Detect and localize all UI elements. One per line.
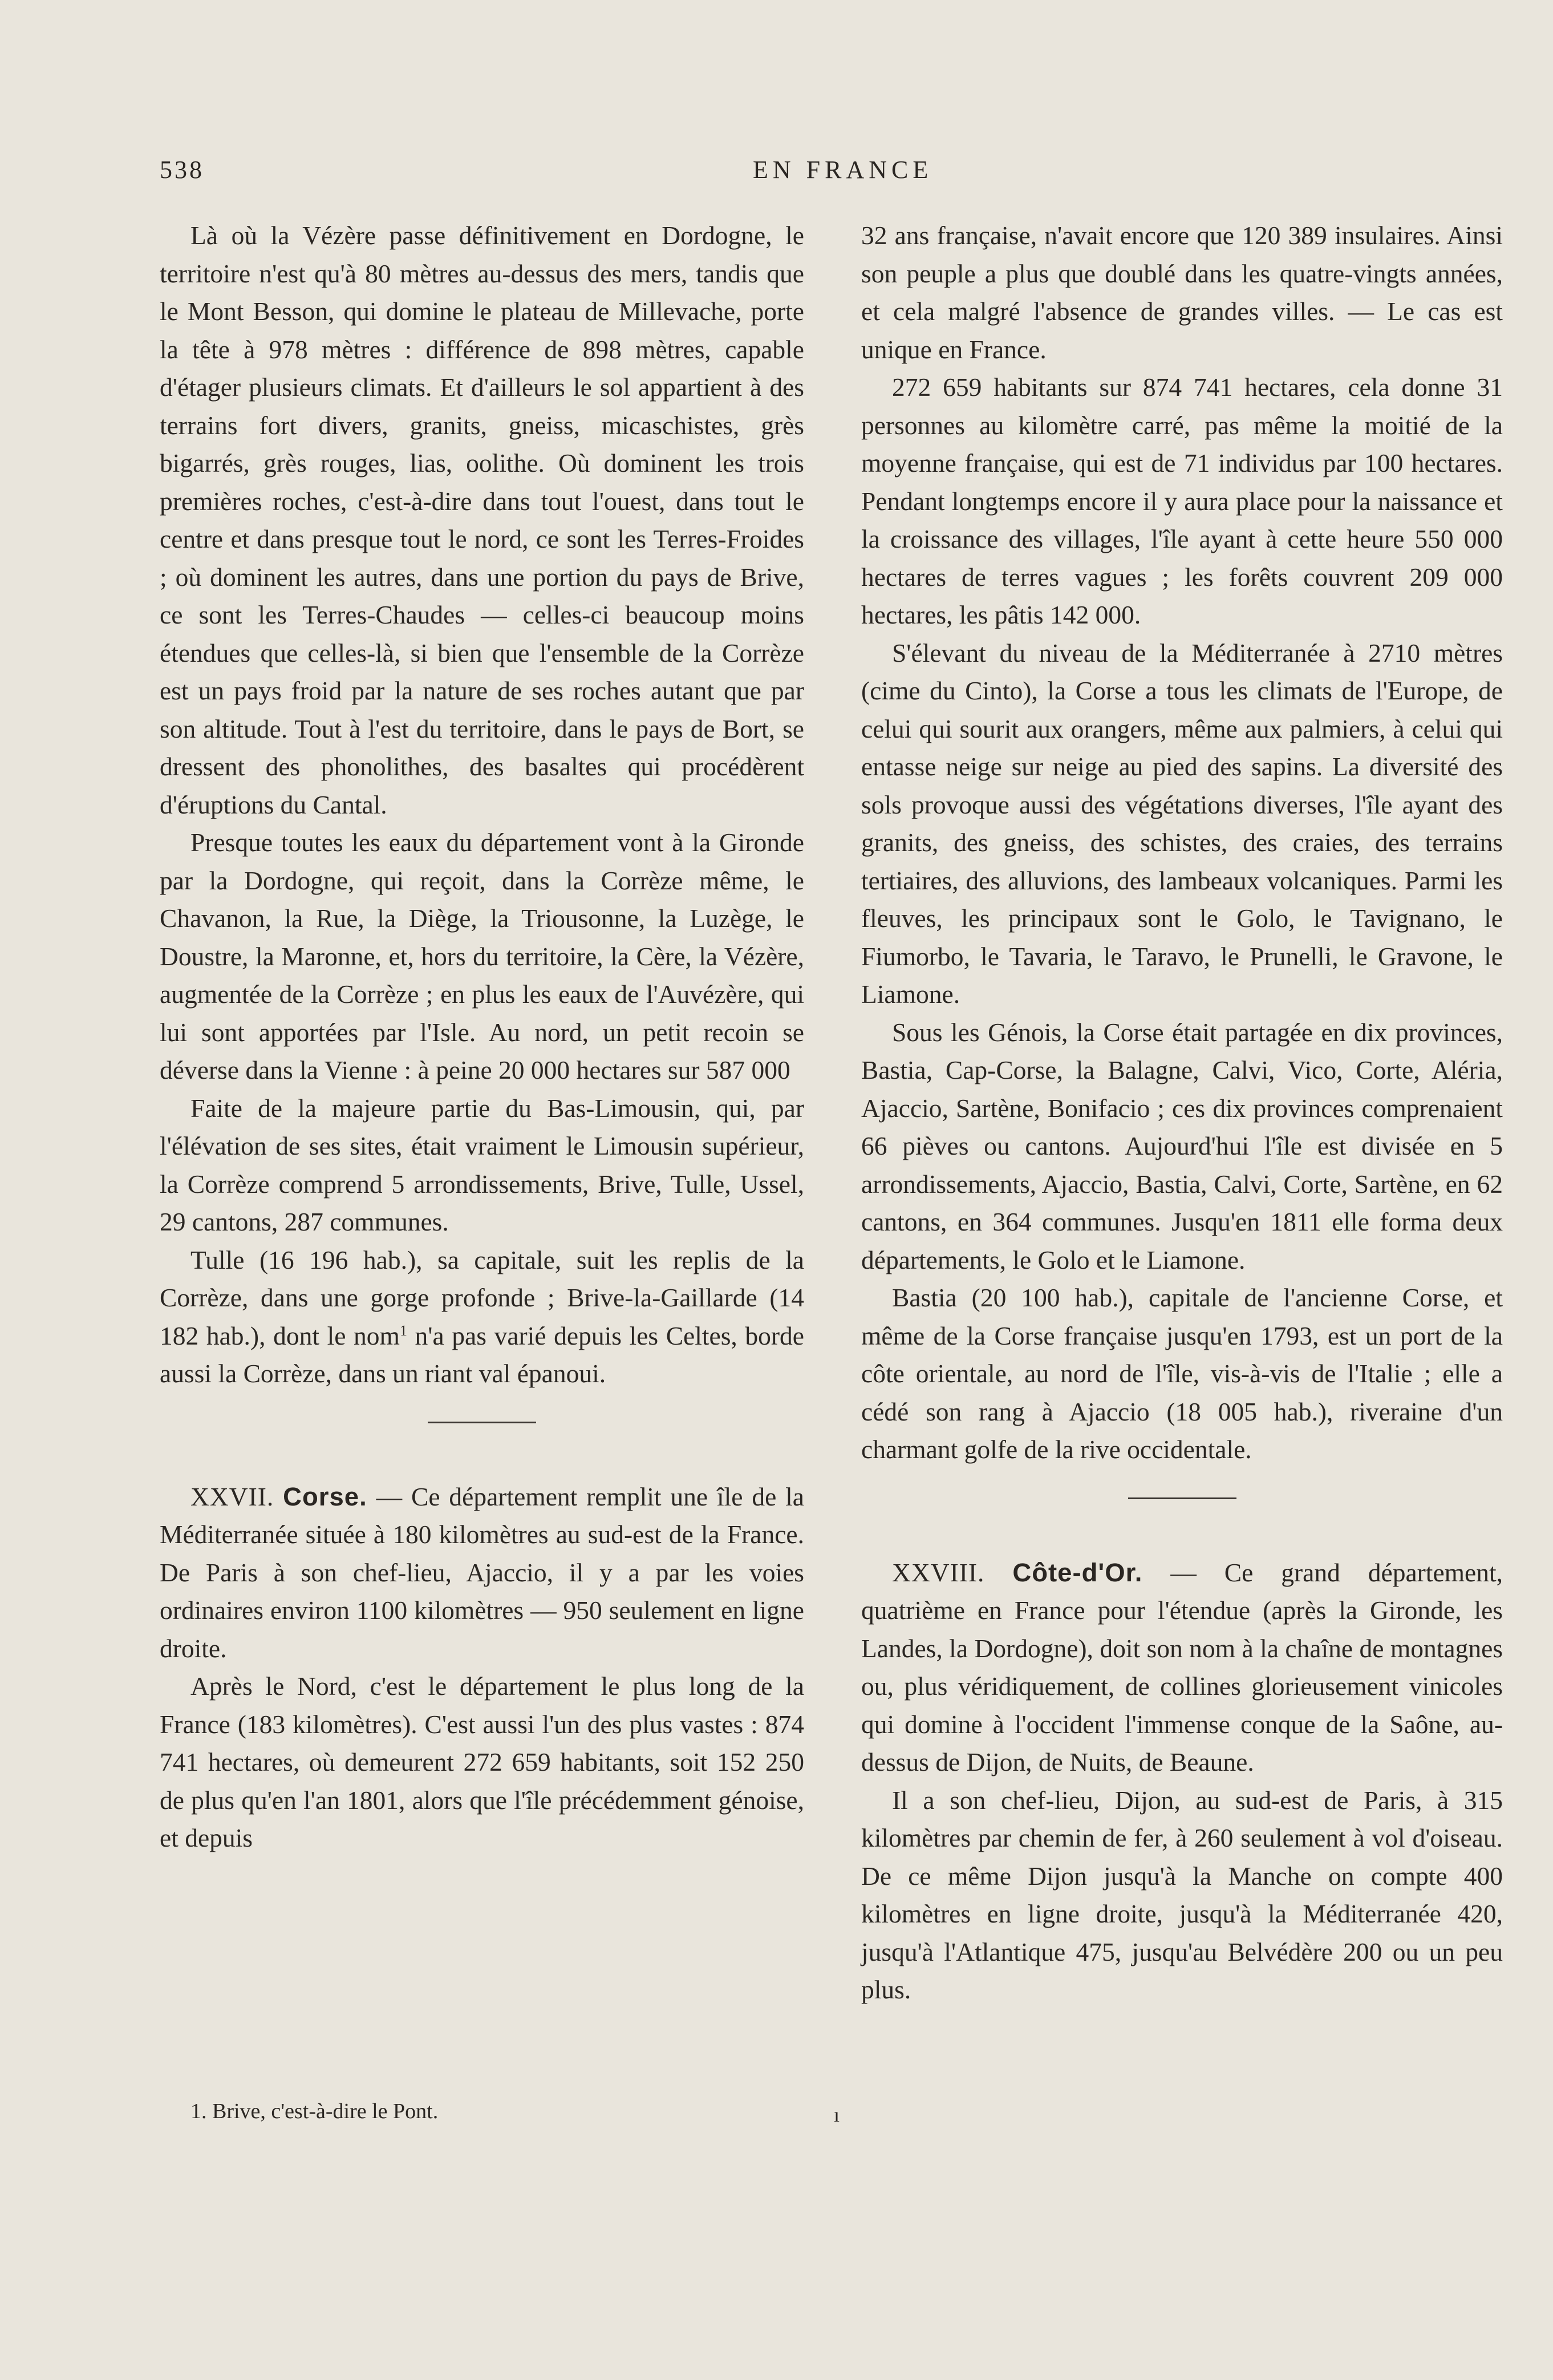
section-divider	[428, 1422, 536, 1423]
paragraph-tulle-text-end: n'a pas varié depuis les Celtes, borde aussi la Corrèze, dans un riant val épanoui.	[160, 1321, 805, 1388]
page-number: 538	[160, 156, 204, 184]
section-cote-dor-intro	[861, 1554, 1503, 1782]
paragraph-bas-limousin: Faite de la majeure partie du Bas-Limousin, qui, par l'élévation de ses sites, était vraiment le Limousin supérieur, la Corrèze comprend 5 arrondissements, Brive, Tulle, Ussel, 29 cantons, 287 communes.	[160, 1093, 804, 1236]
paragraph-tulle	[160, 1241, 804, 1393]
section-divider	[1128, 1497, 1236, 1499]
margin-mark: ı	[834, 2103, 840, 2126]
running-head	[0, 155, 1553, 189]
paragraph-bastia: Bastia (20 100 hab.), capitale de l'ancienne Corse, et même de la Corse française jusqu'en 1793, est un port de la côte orientale, au nord de l'île, vis-à-vis de l'Italie ; elle a cédé son rang à Ajaccio (18 005 hab.), riveraine d'un charmant golfe de la rive occidentale.	[861, 1283, 1503, 1464]
paragraph-corse-density: 272 659 habitants sur 874 741 hectares, cela donne 31 personnes au kilomètre carré, pas même la moitié de la moyenne française, qui est de 71 individus par 100 hectares. Pendant longtemps encore il y aura place pour la naissance et la croissance des villages, l'île ayant à cette heure 550 000 hectares de terres vagues ; les forêts couvrent 209 000 hectares, les pâtis 142 000.	[861, 373, 1503, 629]
section-corse-text: — Ce département remplit une île de la Méditerranée située à 180 kilomètres au sud-est de la France. De Paris à son chef-lieu, Ajaccio, il y a par les voies ordinaires environ 1100 kilomètres — 950 seulement en ligne droite.	[160, 1482, 804, 1663]
paragraph-corse-population: Après le Nord, c'est le département le plus long de la France (183 kilomètres). C'est aussi l'un des plus vastes : 874 741 hectares, où demeurent 272 659 habitants, soit 152 250 de plus qu'en l'an 1801, alors que l'île précédemment génoise, et depuis	[160, 1671, 804, 1852]
paragraph-corse-climats: S'élevant du niveau de la Méditerranée à 2710 mètres (cime du Cinto), la Corse a tous les climats de l'Europe, de celui qui sourit aux orangers, même aux palmiers, à celui qui entasse neige sur neige au pied des sapins. La diversité des sols provoque aussi des végétations diverses, l'île ayant des granits, des gneiss, des schistes, des craies, des terrains tertiaires, des alluvions, des lambeaux volcaniques. Parmi les fleuves, les principaux sont le Golo, le Tavignano, le Fiumorbo, le Tavaria, le Taravo, le Prunelli, le Gravone, le Liamone.	[861, 638, 1503, 1009]
section-title-cote-dor: Côte-d'Or.	[1012, 1557, 1143, 1587]
running-title: EN FRANCE	[753, 156, 933, 184]
paragraph-tulle-text: Tulle (16 196 hab.), sa capitale, suit les replis de la Corrèze, dans une gorge profonde ; Brive-la-Gaillarde (14 182 hab.), dont le nom	[160, 1245, 804, 1350]
section-number-cote-dor: XXVIII.	[892, 1557, 985, 1587]
section-number-corse: XXVII.	[190, 1482, 274, 1511]
footnote: 1. Brive, c'est-à-dire le Pont.	[190, 2099, 439, 2123]
section-cote-dor-text: — Ce grand département, quatrième en France pour l'étendue (après la Gironde, les Landes, la Dordogne), doit son nom à la chaîne de montagnes ou, plus véridiquement, de collines glorieusement vinicoles qui domine à l'occident l'immense conque de la Saône, au-dessus de Dijon, de Nuits, de Beaune.	[861, 1557, 1503, 1776]
right-column	[861, 217, 1503, 2009]
paragraph-vezere: Là où la Vézère passe définitivement en Dordogne, le territoire n'est qu'à 80 mètres au-dessus des mers, tandis que le Mont Besson, qui domine le plateau de Millevache, porte la tête à 978 mètres : différence de 898 mètres, capable d'étager plusieurs climats. Et d'ailleurs le sol appartient à des terrains fort divers, granits, gneiss, micaschistes, grès bigarrés, grès rouges, lias, oolithe. Où dominent les trois premières roches, c'est-à-dire dans tout l'ouest, dans tout le centre et dans presque tout le nord, ce sont les Terres-Froides ; où dominent les autres, dans une portion du pays de Brive, ce sont les Terres-Chaudes — celles-ci beaucoup moins étendues que celles-là, si bien que l'ensemble de la Corrèze est un pays froid par la nature de ses roches autant que par son altitude. Tout à l'est du territoire, dans le pays de Bort, se dressent des phonolithes, des basaltes qui procédèrent d'éruptions du Cantal.	[160, 221, 804, 819]
paragraph-corse-population-cont: 32 ans française, n'avait encore que 120 389 insulaires. Ainsi son peuple a plus que doublé dans les quatre-vingts années, et cela malgré l'absence de grandes villes. — Le cas est unique en France.	[861, 221, 1503, 364]
paragraph-eaux: Presque toutes les eaux du département vont à la Gironde par la Dordogne, qui reçoit, dans la Corrèze même, le Chavanon, la Rue, la Diège, la Triousonne, la Luzège, le Doustre, la Maronne, et, hors du territoire, la Cère, la Vézère, augmentée de la Corrèze ; en plus les eaux de l'Auvézère, qui lui sont apportées par l'Isle. Au nord, un petit recoin se déverse dans la Vienne : à peine 20 000 hectares sur 587 000	[160, 828, 804, 1084]
section-title-corse: Corse.	[283, 1482, 367, 1511]
section-corse-intro	[160, 1478, 804, 1668]
paragraph-corse-genois: Sous les Génois, la Corse était partagée en dix provinces, Bastia, Cap-Corse, la Balagne, Calvi, Vico, Corte, Aléria, Ajaccio, Sartène, Bonifacio ; ces dix provinces comprenaient 66 pièves ou cantons. Aujourd'hui l'île est divisée en 5 arrondissements, Ajaccio, Bastia, Calvi, Corte, Sartène, en 62 cantons, en 364 communes. Jusqu'en 1811 elle forma deux départements, le Golo et le Liamone.	[861, 1017, 1503, 1274]
paragraph-dijon: Il a son chef-lieu, Dijon, au sud-est de Paris, à 315 kilomètres par chemin de fer, à 260 seulement à vol d'oiseau. De ce même Dijon jusqu'à la Manche on compte 400 kilomètres en ligne droite, jusqu'à la Méditerranée 420, jusqu'à l'Atlantique 475, jusqu'au Belvédère 200 ou un peu plus.	[861, 1785, 1503, 2004]
footnote-ref[interactable]: 1	[399, 1322, 407, 1339]
left-column	[160, 217, 804, 1857]
